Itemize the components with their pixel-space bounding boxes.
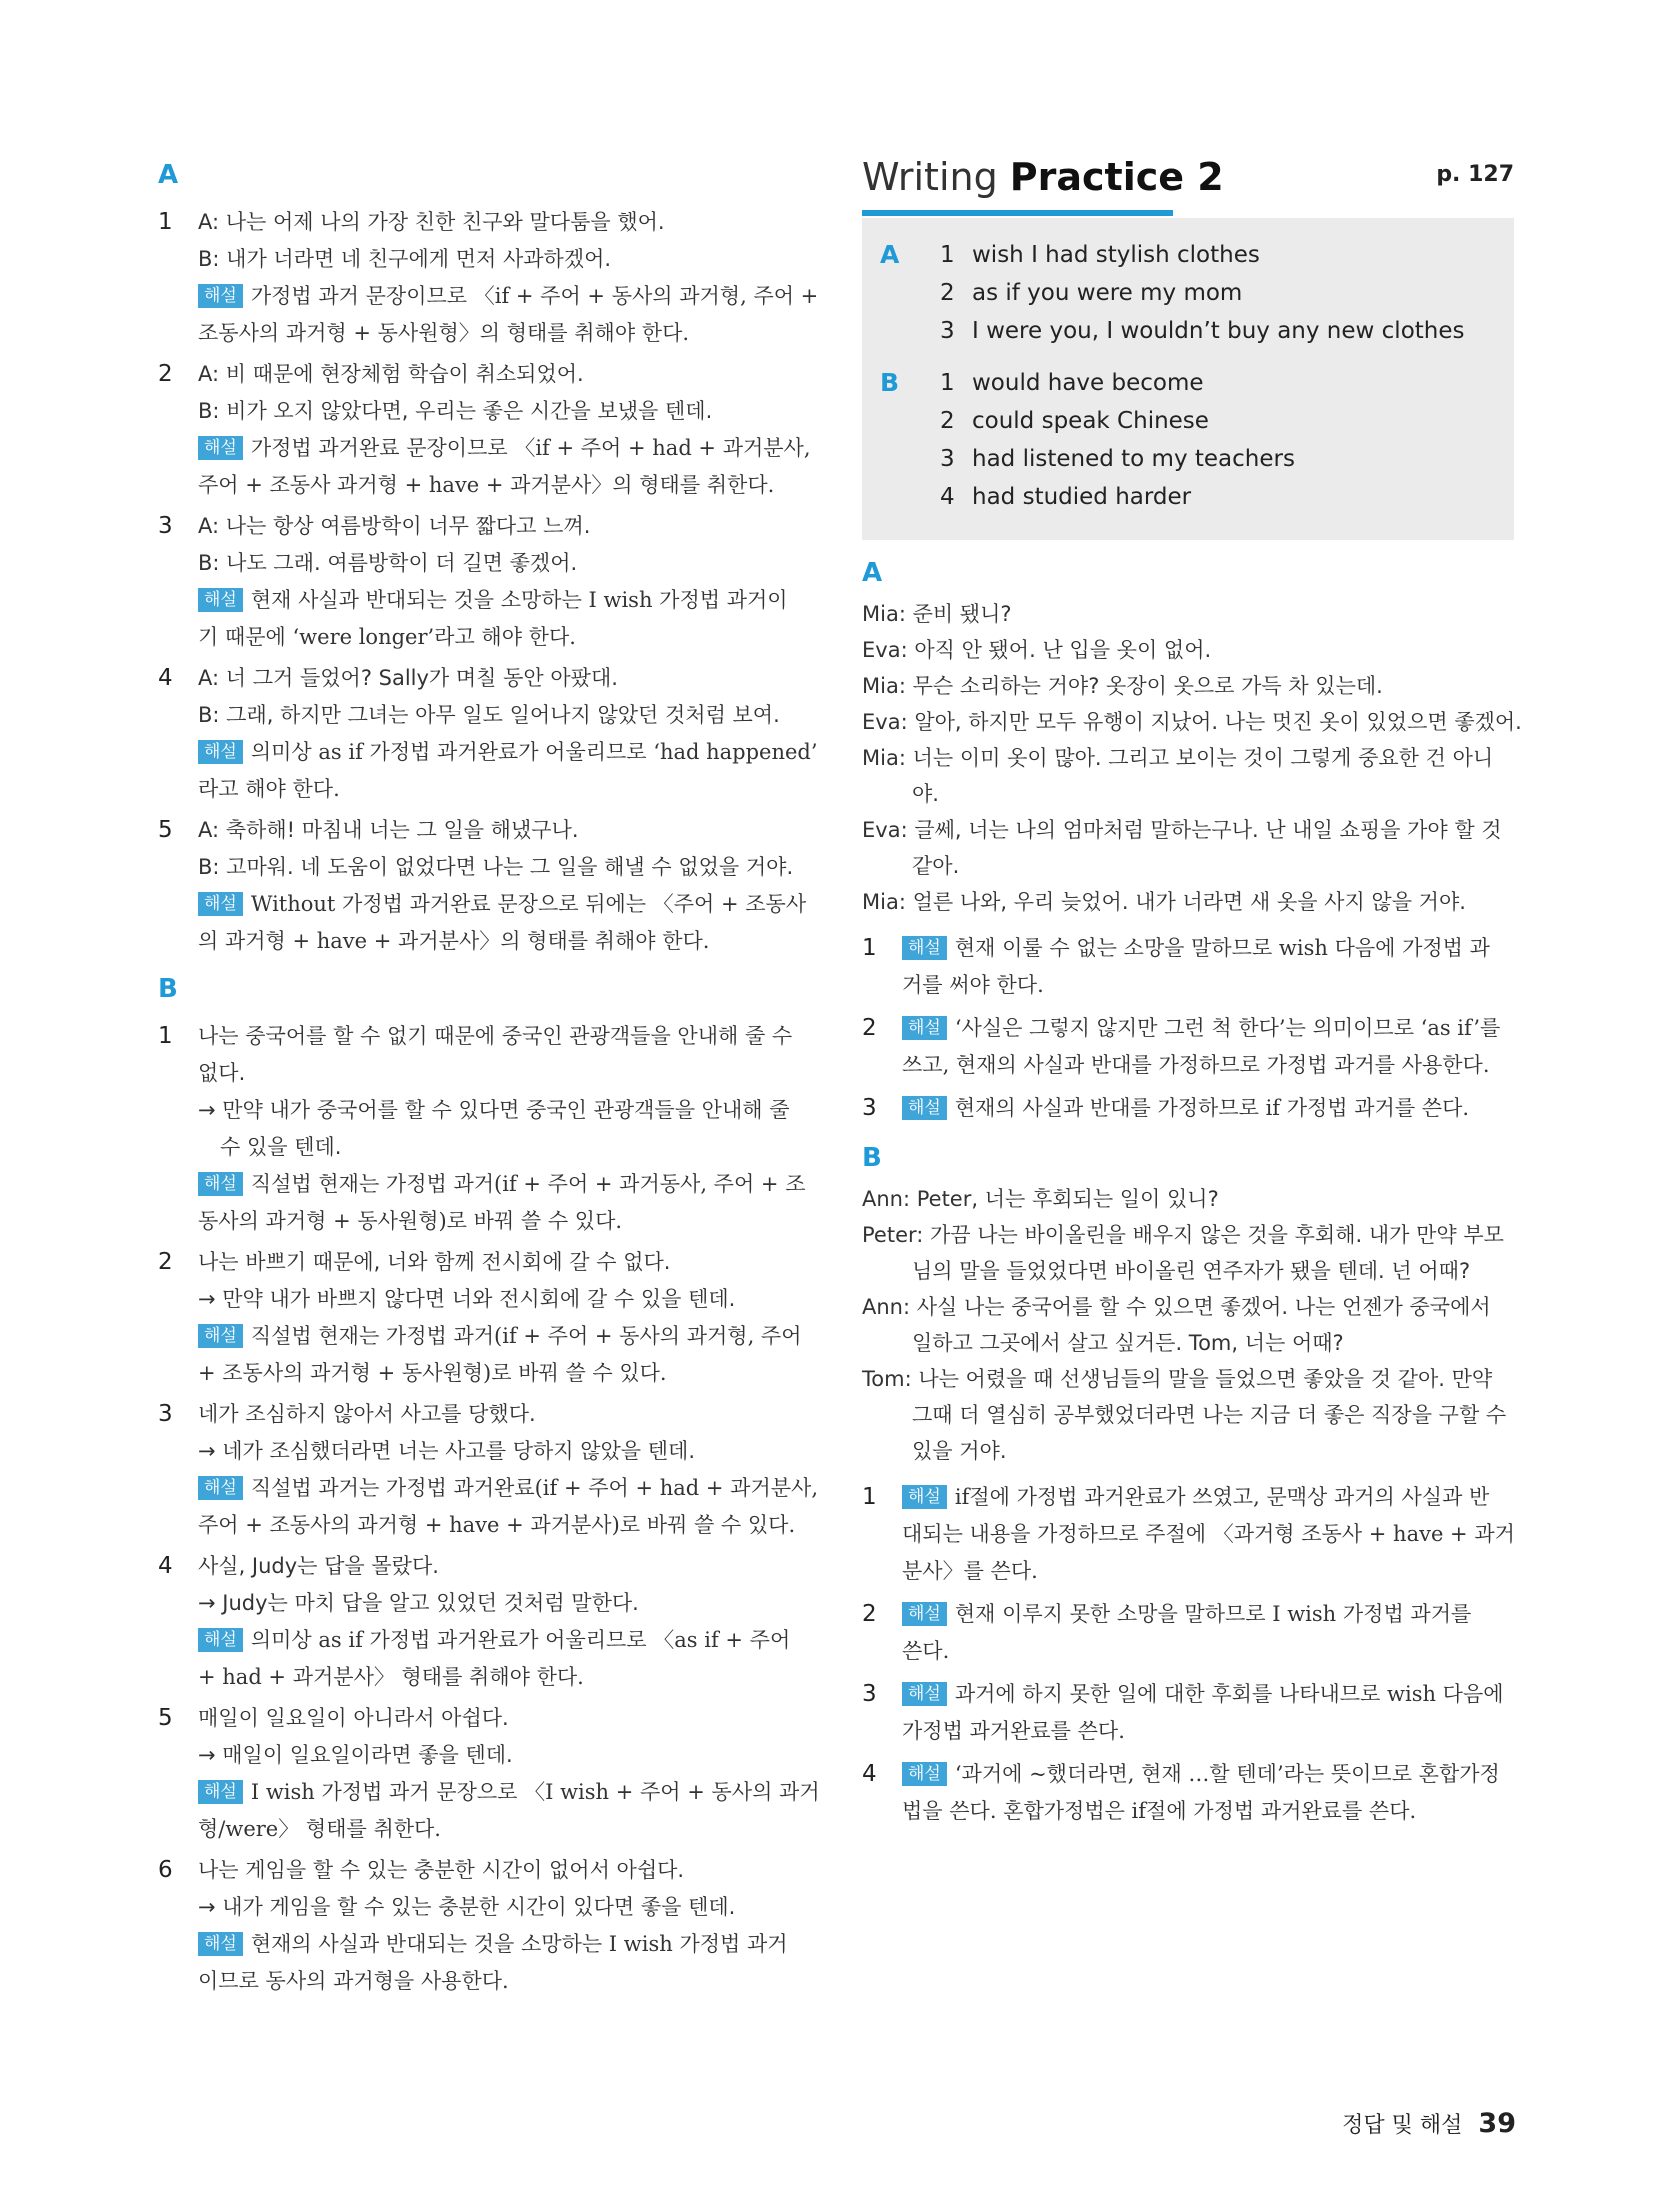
writing-practice-title bbox=[862, 152, 1224, 202]
dialogue-text: Eva: 글쎄, 너는 나의 엄마처럼 말하는구나. 난 내일 쇼핑을 가야 할 것 bbox=[862, 818, 1502, 842]
explanation-item bbox=[862, 1596, 1514, 1670]
answer-row-text: had listened to my teachers bbox=[972, 446, 1295, 472]
explanation-text: 직설법 현재는 가정법 과거(if + 주어 + 동사의 과거형, 주어 bbox=[250, 1324, 802, 1348]
rewrite-line: → 네가 조심했더라면 너는 사고를 당하지 않았을 텐데. bbox=[198, 1439, 696, 1463]
item-number: 4 bbox=[862, 1761, 877, 1787]
answer-row bbox=[940, 440, 1490, 478]
explanation-line bbox=[902, 1713, 1514, 1750]
explanation-tag: 해설 bbox=[198, 1628, 243, 1652]
answer-row-text: had studied harder bbox=[972, 484, 1192, 510]
explanation-tag: 해설 bbox=[902, 1682, 947, 1706]
dialogue-line bbox=[862, 1217, 1514, 1289]
explanation-line bbox=[198, 315, 806, 352]
explanation-tag: 해설 bbox=[198, 436, 243, 460]
explanation-tag: 해설 bbox=[198, 284, 243, 308]
right-section-a-items bbox=[862, 930, 1514, 1127]
explanation-text: 직설법 현재는 가정법 과거(if + 주어 + 과거동사, 주어 + 조 bbox=[250, 1172, 806, 1196]
explanation-item bbox=[862, 930, 1514, 1004]
explanation-text: + 조동사의 과거형 + 동사원형)로 바꿔 쓸 수 있다. bbox=[198, 1361, 667, 1385]
explanation-tag: 해설 bbox=[198, 1932, 243, 1956]
explanation-line bbox=[198, 1166, 806, 1203]
dialogue-text: Eva: 알아, 하지만 모두 유행이 지났어. 나는 멋진 옷이 있었으면 좋겠어. bbox=[862, 710, 1522, 734]
item-line: 나는 바쁘기 때문에, 너와 함께 전시회에 갈 수 없다. bbox=[198, 1250, 671, 1274]
answer-row bbox=[940, 312, 1490, 350]
explanation-line bbox=[198, 1963, 806, 2000]
explanation-line bbox=[198, 1470, 819, 1507]
item-number: 2 bbox=[158, 1249, 173, 1275]
dialogue-line bbox=[862, 740, 1514, 812]
item-line: 네가 조심하지 않아서 사고를 당했다. bbox=[198, 1402, 536, 1426]
title-thin: Writing bbox=[862, 155, 1010, 199]
explanation-text: 현재 이루지 못한 소망을 말하므로 I wish 가정법 과거를 bbox=[954, 1602, 1472, 1626]
answer-group-letter: B bbox=[880, 368, 900, 397]
section-b-letter: B bbox=[158, 974, 178, 1004]
item-number: 6 bbox=[158, 1857, 173, 1883]
dialogue-line bbox=[862, 668, 1514, 704]
explanation-text: 의 과거형 + have + 과거분사〉의 형태를 취해야 한다. bbox=[198, 929, 710, 953]
dialogue-continuation: 같아. bbox=[912, 854, 960, 878]
section-b-items bbox=[158, 1018, 820, 2000]
answer-row-text: could speak Chinese bbox=[972, 408, 1209, 434]
dialogue-line bbox=[862, 884, 1514, 920]
explanation-text: 가정법 과거완료를 쓴다. bbox=[902, 1719, 1125, 1743]
explanation-item bbox=[862, 1756, 1514, 1830]
explanation-line bbox=[198, 1811, 806, 1848]
explanation-line bbox=[902, 967, 1514, 1004]
dialogue-text: Mia: 너는 이미 옷이 많아. 그리고 보이는 것이 그렇게 중요한 건 아니 bbox=[862, 746, 1494, 770]
explanation-line bbox=[902, 1047, 1514, 1084]
explanation-text: 형/were〉 형태를 취한다. bbox=[198, 1817, 441, 1841]
explanation-tag: 해설 bbox=[198, 1476, 243, 1500]
explanation-text: 의미상 as if 가정법 과거완료가 어울리므로 〈as if + 주어 bbox=[250, 1628, 791, 1652]
page-footer bbox=[1342, 2108, 1516, 2139]
dialogue-text: Ann: Peter, 너는 후회되는 일이 있니? bbox=[862, 1187, 1219, 1211]
explanation-text: 과거에 하지 못한 일에 대한 후회를 나타내므로 wish 다음에 bbox=[954, 1682, 1504, 1706]
explanation-line bbox=[902, 930, 1514, 967]
answer-row-text: would have become bbox=[972, 370, 1204, 396]
explanation-line bbox=[198, 1774, 820, 1811]
footer-label: 정답 및 해설 bbox=[1342, 2113, 1463, 2138]
explanation-tag: 해설 bbox=[198, 1172, 243, 1196]
explanation-tag: 해설 bbox=[198, 588, 243, 612]
answer-item bbox=[158, 812, 806, 960]
page-reference: p. 127 bbox=[1436, 162, 1514, 187]
answer-row-number: 3 bbox=[940, 446, 955, 472]
item-line: B: 그래, 하지만 그녀는 아무 일도 일어나지 않았던 것처럼 보여. bbox=[198, 703, 780, 727]
dialogue-a bbox=[862, 596, 1522, 920]
item-line: A: 나는 어제 나의 가장 친한 친구와 말다툼을 했어. bbox=[198, 210, 665, 234]
explanation-text: 직설법 과거는 가정법 과거완료(if + 주어 + had + 과거분사, bbox=[250, 1476, 819, 1500]
item-number: 1 bbox=[158, 1023, 173, 1049]
answer-row-number: 2 bbox=[940, 408, 955, 434]
dialogue-continuation: 야. bbox=[912, 782, 939, 806]
dialogue-continuation: 일하고 그곳에서 살고 싶거든. Tom, 너는 어때? bbox=[912, 1331, 1344, 1355]
rewrite-line: → 내가 게임을 할 수 있는 충분한 시간이 있다면 좋을 텐데. bbox=[198, 1895, 736, 1919]
explanation-line bbox=[198, 619, 806, 656]
item-number: 1 bbox=[158, 209, 173, 235]
explanation-line bbox=[902, 1090, 1514, 1127]
explanation-line bbox=[902, 1756, 1514, 1793]
item-number: 4 bbox=[158, 1553, 173, 1579]
rewrite-line: → Judy는 마치 답을 알고 있었던 것처럼 말한다. bbox=[198, 1591, 639, 1615]
answer-item bbox=[158, 1548, 806, 1696]
explanation-line bbox=[198, 923, 806, 960]
item-number: 3 bbox=[158, 513, 173, 539]
answer-item bbox=[158, 1396, 819, 1544]
explanation-tag: 해설 bbox=[902, 1485, 947, 1509]
explanation-line bbox=[902, 1633, 1514, 1670]
rewrite-line: 수 있을 텐데. bbox=[220, 1135, 342, 1159]
title-underline bbox=[862, 210, 1173, 216]
left-column bbox=[158, 160, 820, 2004]
dialogue-continuation: 그때 더 열심히 공부했었더라면 나는 지금 더 좋은 직장을 구할 수 bbox=[912, 1403, 1507, 1427]
explanation-text: + had + 과거분사〉 형태를 취해야 한다. bbox=[198, 1665, 584, 1689]
answer-item bbox=[158, 204, 819, 352]
rewrite-line: → 만약 내가 중국어를 할 수 있다면 중국인 관광객들을 안내해 줄 bbox=[198, 1098, 790, 1122]
dialogue-text: Mia: 준비 됐니? bbox=[862, 602, 1012, 626]
item-line: 매일이 일요일이 아니라서 아쉽다. bbox=[198, 1706, 509, 1730]
explanation-text: if절에 가정법 과거완료가 쓰였고, 문맥상 과거의 사실과 반 bbox=[954, 1485, 1490, 1509]
item-line: 없다. bbox=[198, 1061, 246, 1085]
answer-item bbox=[158, 508, 806, 656]
explanation-text: 동사의 과거형 + 동사원형)로 바꿔 쓸 수 있다. bbox=[198, 1209, 623, 1233]
explanation-text: 기 때문에 ‘were longer’라고 해야 한다. bbox=[198, 625, 576, 649]
answer-box bbox=[862, 218, 1514, 540]
title-bold: Practice 2 bbox=[1009, 155, 1224, 199]
explanation-text: 법을 쓴다. 혼합가정법은 if절에 가정법 과거완료를 쓴다. bbox=[902, 1799, 1417, 1823]
dialogue-line bbox=[862, 812, 1514, 884]
answer-row bbox=[940, 236, 1490, 274]
section-a-letter: A bbox=[158, 160, 179, 190]
item-number: 1 bbox=[862, 935, 877, 961]
answer-item bbox=[158, 1244, 806, 1392]
explanation-line bbox=[198, 1926, 806, 1963]
item-number: 4 bbox=[158, 665, 173, 691]
explanation-line bbox=[198, 430, 811, 467]
explanation-text: 가정법 과거 문장이므로 〈if + 주어 + 동사의 과거형, 주어 + bbox=[250, 284, 819, 308]
explanation-line bbox=[198, 1318, 806, 1355]
rewrite-line: → 만약 내가 바쁘지 않다면 너와 전시회에 갈 수 있을 텐데. bbox=[198, 1287, 736, 1311]
answer-item bbox=[158, 1018, 806, 1240]
explanation-line bbox=[198, 734, 818, 771]
answer-row-number: 3 bbox=[940, 318, 955, 344]
dialogue-text: Ann: 사실 나는 중국어를 할 수 있으면 좋겠어. 나는 언젠가 중국에서 bbox=[862, 1295, 1491, 1319]
item-line: A: 축하해! 마침내 너는 그 일을 해냈구나. bbox=[198, 818, 579, 842]
explanation-line bbox=[902, 1479, 1514, 1516]
explanation-text: 쓴다. bbox=[902, 1639, 950, 1663]
explanation-text: I wish 가정법 과거 문장으로 〈I wish + 주어 + 동사의 과거 bbox=[250, 1780, 820, 1804]
item-line: B: 고마워. 네 도움이 없었다면 나는 그 일을 해낼 수 없었을 거야. bbox=[198, 855, 794, 879]
dialogue-line bbox=[862, 1289, 1514, 1361]
item-line: 나는 게임을 할 수 있는 충분한 시간이 없어서 아쉽다. bbox=[198, 1858, 685, 1882]
dialogue-line bbox=[862, 1181, 1514, 1217]
dialogue-line bbox=[862, 1361, 1514, 1469]
writing-practice-header bbox=[862, 152, 1514, 218]
explanation-line bbox=[198, 1203, 806, 1240]
dialogue-text: Eva: 아직 안 됐어. 난 입을 옷이 없어. bbox=[862, 638, 1212, 662]
answer-row-number: 1 bbox=[940, 370, 955, 396]
item-line: A: 나는 항상 여름방학이 너무 짧다고 느껴. bbox=[198, 514, 591, 538]
explanation-line bbox=[198, 582, 806, 619]
item-line: A: 비 때문에 현장체험 학습이 취소되었어. bbox=[198, 362, 584, 386]
answer-row bbox=[940, 364, 1490, 402]
item-number: 1 bbox=[862, 1484, 877, 1510]
explanation-text: ‘사실은 그렇지 않지만 그런 척 한다’는 의미이므로 ‘as if’를 bbox=[954, 1016, 1501, 1040]
explanation-line bbox=[198, 1507, 806, 1544]
explanation-line bbox=[902, 1596, 1514, 1633]
explanation-text: 라고 해야 한다. bbox=[198, 777, 340, 801]
item-number: 5 bbox=[158, 1705, 173, 1731]
answer-row-number: 1 bbox=[940, 242, 955, 268]
explanation-tag: 해설 bbox=[902, 1602, 947, 1626]
dialogue-line bbox=[862, 704, 1522, 740]
right-section-b-letter: B bbox=[862, 1143, 882, 1173]
explanation-item bbox=[862, 1479, 1514, 1590]
dialogue-continuation: 있을 거야. bbox=[912, 1439, 1007, 1463]
item-line: B: 나도 그래. 여름방학이 더 길면 좋겠어. bbox=[198, 551, 578, 575]
dialogue-text: Mia: 얼른 나와, 우리 늦었어. 내가 너라면 새 옷을 사지 않을 거야. bbox=[862, 890, 1466, 914]
item-line: A: 너 그거 들었어? Sally가 며칠 동안 아팠대. bbox=[198, 666, 618, 690]
rewrite-line: → 매일이 일요일이라면 좋을 텐데. bbox=[198, 1743, 513, 1767]
explanation-line bbox=[198, 467, 806, 504]
answer-group bbox=[880, 236, 1490, 350]
explanation-text: 현재 이룰 수 없는 소망을 말하므로 wish 다음에 가정법 과 bbox=[954, 936, 1490, 960]
answer-group bbox=[880, 364, 1490, 516]
explanation-text: 분사〉를 쓴다. bbox=[902, 1559, 1038, 1583]
dialogue-text: Mia: 무슨 소리하는 거야? 옷장이 옷으로 가득 차 있는데. bbox=[862, 674, 1383, 698]
explanation-tag: 해설 bbox=[902, 1762, 947, 1786]
explanation-tag: 해설 bbox=[902, 1096, 947, 1120]
explanation-line bbox=[902, 1553, 1514, 1590]
explanation-item bbox=[862, 1010, 1514, 1084]
explanation-text: 현재의 사실과 반대되는 것을 소망하는 I wish 가정법 과거 bbox=[250, 1932, 788, 1956]
item-line: B: 내가 너라면 네 친구에게 먼저 사과하겠어. bbox=[198, 247, 612, 271]
answer-row-text: I were you, I wouldn’t buy any new clothes bbox=[972, 318, 1465, 344]
answer-row-number: 4 bbox=[940, 484, 955, 510]
explanation-tag: 해설 bbox=[198, 1324, 243, 1348]
answer-item bbox=[158, 356, 811, 504]
explanation-tag: 해설 bbox=[198, 1780, 243, 1804]
dialogue-line bbox=[862, 632, 1514, 668]
explanation-line bbox=[902, 1010, 1514, 1047]
item-line: 나는 중국어를 할 수 없기 때문에 중국인 관광객들을 안내해 줄 수 bbox=[198, 1024, 793, 1048]
explanation-text: 현재 사실과 반대되는 것을 소망하는 I wish 가정법 과거이 bbox=[250, 588, 788, 612]
explanation-text: 대되는 내용을 가정하므로 주절에 〈과거형 조동사 + have + 과거 bbox=[902, 1522, 1515, 1546]
answer-row bbox=[940, 478, 1490, 516]
explanation-text: 조동사의 과거형 + 동사원형〉의 형태를 취해야 한다. bbox=[198, 321, 690, 345]
dialogue-text: Tom: 나는 어렸을 때 선생님들의 말을 들었으면 좋았을 것 같아. 만약 bbox=[862, 1367, 1493, 1391]
explanation-item bbox=[862, 1676, 1514, 1750]
right-column bbox=[862, 152, 1522, 1830]
right-section-b-items bbox=[862, 1479, 1514, 1830]
explanation-tag: 해설 bbox=[198, 740, 243, 764]
answer-row bbox=[940, 274, 1490, 312]
item-number: 3 bbox=[158, 1401, 173, 1427]
explanation-text: 쓰고, 현재의 사실과 반대를 가정하므로 가정법 과거를 사용한다. bbox=[902, 1053, 1490, 1077]
item-number: 3 bbox=[862, 1095, 877, 1121]
explanation-item bbox=[862, 1090, 1514, 1127]
dialogue-line bbox=[862, 596, 1514, 632]
explanation-text: 가정법 과거완료 문장이므로 〈if + 주어 + had + 과거분사, bbox=[250, 436, 811, 460]
explanation-line bbox=[198, 278, 819, 315]
dialogue-b bbox=[862, 1181, 1514, 1469]
explanation-text: 현재의 사실과 반대를 가정하므로 if 가정법 과거를 쓴다. bbox=[954, 1096, 1470, 1120]
item-line: B: 비가 오지 않았다면, 우리는 좋은 시간을 보냈을 텐데. bbox=[198, 399, 713, 423]
section-a-items bbox=[158, 204, 819, 960]
explanation-text: 이므로 동사의 과거형을 사용한다. bbox=[198, 1969, 509, 1993]
answer-row-text: as if you were my mom bbox=[972, 280, 1243, 306]
item-number: 2 bbox=[862, 1601, 877, 1627]
answer-row-number: 2 bbox=[940, 280, 955, 306]
answer-item bbox=[158, 660, 818, 808]
explanation-tag: 해설 bbox=[902, 936, 947, 960]
answer-item bbox=[158, 1700, 820, 1848]
answer-row bbox=[940, 402, 1490, 440]
explanation-line bbox=[198, 1355, 806, 1392]
answer-group-letter: A bbox=[880, 240, 900, 269]
item-number: 3 bbox=[862, 1681, 877, 1707]
explanation-line bbox=[198, 886, 806, 923]
item-number: 2 bbox=[158, 361, 173, 387]
explanation-text: 거를 써야 한다. bbox=[902, 973, 1044, 997]
right-section-a-letter: A bbox=[862, 558, 883, 588]
dialogue-continuation: 님의 말을 들었었다면 바이올린 연주자가 됐을 텐데. 넌 어때? bbox=[912, 1259, 1471, 1283]
item-line: 사실, Judy는 답을 몰랐다. bbox=[198, 1554, 439, 1578]
explanation-tag: 해설 bbox=[198, 892, 243, 916]
explanation-line bbox=[902, 1676, 1514, 1713]
explanation-line bbox=[902, 1516, 1514, 1553]
explanation-text: 의미상 as if 가정법 과거완료가 어울리므로 ‘had happened’ bbox=[250, 740, 818, 764]
explanation-line bbox=[902, 1793, 1514, 1830]
answer-row-text: wish I had stylish clothes bbox=[972, 242, 1260, 268]
item-number: 5 bbox=[158, 817, 173, 843]
explanation-text: ‘과거에 ~했더라면, 현재 …할 텐데’라는 뜻이므로 혼합가정 bbox=[954, 1762, 1500, 1786]
explanation-line bbox=[198, 1622, 806, 1659]
explanation-line bbox=[198, 771, 806, 808]
explanation-text: 주어 + 조동사의 과거형 + have + 과거분사)로 바꿔 쓸 수 있다. bbox=[198, 1513, 796, 1537]
explanation-tag: 해설 bbox=[902, 1016, 947, 1040]
explanation-text: 주어 + 조동사 과거형 + have + 과거분사〉의 형태를 취한다. bbox=[198, 473, 775, 497]
dialogue-text: Peter: 가끔 나는 바이올린을 배우지 않은 것을 후회해. 내가 만약 부모 bbox=[862, 1223, 1504, 1247]
item-number: 2 bbox=[862, 1015, 877, 1041]
explanation-text: Without 가정법 과거완료 문장으로 뒤에는 〈주어 + 조동사 bbox=[250, 892, 807, 916]
explanation-line bbox=[198, 1659, 806, 1696]
answer-item bbox=[158, 1852, 806, 2000]
page-number: 39 bbox=[1478, 2108, 1516, 2139]
